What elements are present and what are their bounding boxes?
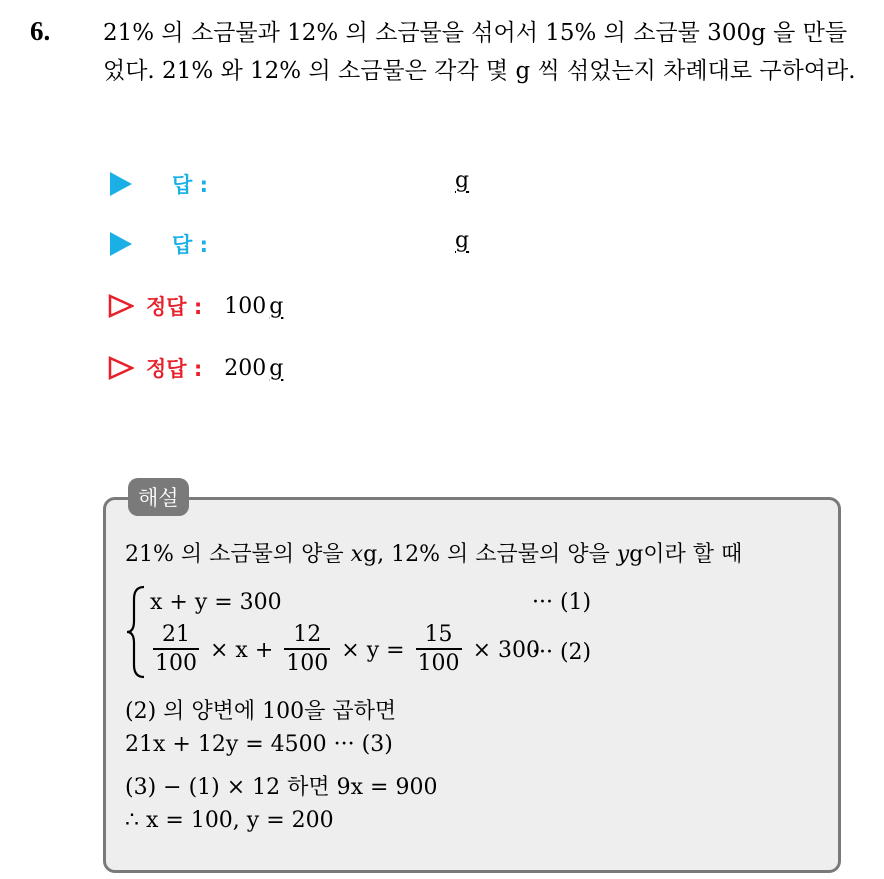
intro-part: g, 12% 의 소금물의 양을 (363, 542, 617, 567)
numerator: 12 (293, 622, 322, 647)
solution-step-eq3: 21x + 12y = 4500 ··· (3) (125, 732, 393, 757)
correct-unit: g (269, 355, 284, 381)
numerator: 15 (424, 622, 453, 647)
solution-tab: 해설 (128, 478, 189, 516)
answer-label: 답 : (172, 173, 208, 197)
correct-answer-row-2 (108, 350, 283, 386)
solution-intro (125, 537, 742, 568)
outline-triangle-icon (108, 356, 134, 380)
fraction (284, 622, 330, 678)
fraction (153, 622, 199, 678)
intro-part: g이라 할 때 (629, 542, 743, 567)
correct-label: 정답 : (146, 295, 203, 319)
var-x: x (350, 542, 364, 567)
correct-answer-row-1 (108, 288, 283, 324)
intro-part: 21% 의 소금물의 양을 (125, 542, 351, 567)
system-brace (124, 585, 148, 679)
solution-step-multiply: (2) 의 양변에 100을 곱하면 (125, 699, 397, 724)
question-text: 21% 의 소금물과 12% 의 소금물을 섞어서 15% 의 소금물 300g 을 만들었다. 21% 와 12% 의 소금물은 각각 몇 g 씩 섞었는지 차례대로 구하여라. (103, 20, 856, 84)
play-triangle-icon (110, 172, 132, 196)
answer-row-1 (110, 166, 208, 202)
answer-unit: g (455, 228, 470, 253)
equation-2 (150, 622, 548, 678)
operator-text: × y = (341, 637, 405, 663)
denominator: 100 (284, 648, 330, 678)
correct-value: 200 (224, 355, 267, 381)
var-y: y (616, 542, 630, 567)
play-triangle-icon (110, 232, 132, 256)
operator-text: × 300 (472, 637, 540, 663)
fraction (416, 622, 462, 678)
answer-row-2 (110, 226, 208, 262)
question-number: 6. (30, 16, 51, 46)
equation-tag-2: ··· (2) (532, 640, 592, 665)
denominator: 100 (416, 648, 462, 678)
answer-unit: g (455, 168, 470, 193)
solution-step-subtract: (3) − (1) × 12 하면 9x = 900 (125, 775, 438, 800)
denominator: 100 (153, 648, 199, 678)
equation-tag-1: ··· (1) (532, 590, 592, 615)
answer-label: 답 : (172, 233, 208, 257)
outline-triangle-icon (108, 294, 134, 318)
operator-text: × x + (210, 637, 274, 663)
correct-label: 정답 : (146, 357, 203, 381)
correct-value: 100 (224, 293, 267, 319)
equation-1: x + y = 300 (150, 590, 282, 615)
solution-conclusion: ∴ x = 100, y = 200 (125, 808, 334, 833)
correct-unit: g (269, 293, 284, 319)
numerator: 21 (162, 622, 190, 647)
